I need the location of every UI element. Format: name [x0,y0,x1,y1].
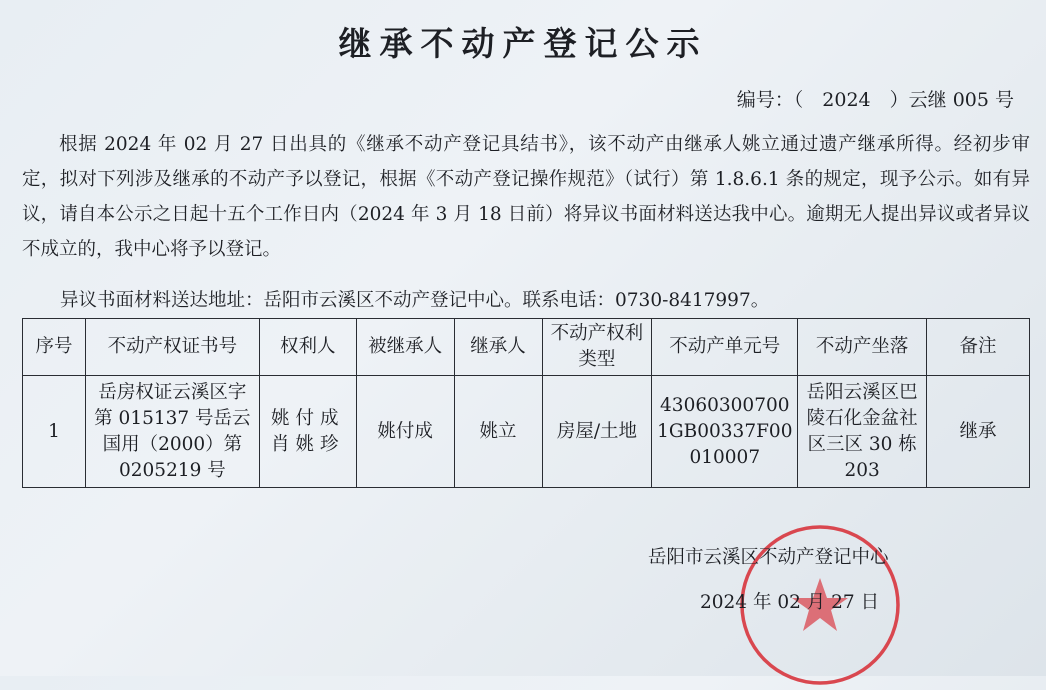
header-owner: 权利人 [259,319,356,376]
header-heir: 继承人 [454,319,542,376]
cell-seq: 1 [23,376,86,488]
registration-table [22,318,1030,488]
cell-unit-no: 430603007001GB00337F00010007 [652,376,798,488]
cell-heir: 姚立 [454,376,542,488]
document-number: 编号：（ 2024 ）云继 005 号 [736,89,1014,111]
cell-location: 岳阳云溪区巴陵石化金盆社区三区 30 栋 203 [798,376,927,488]
table-header-row [23,319,1030,376]
cell-decedent: 姚付成 [356,376,454,488]
header-unit-no: 不动产单元号 [652,319,798,376]
table-row [23,376,1030,488]
page-title: 继承不动产登记公示 [338,24,708,63]
header-right-type: 不动产权利类型 [542,319,652,376]
cell-cert-no: 岳房权证云溪区字第 015137 号岳云国用（2000）第 0205219 号 [85,376,259,488]
objection-address: 异议书面材料送达地址：岳阳市云溪区不动产登记中心。联系电话：0730-8417997。 [60,290,770,311]
issue-date: 2024 年 02 月 27 日 [700,592,880,613]
header-decedent: 被继承人 [356,319,454,376]
cell-right-type: 房屋/土地 [542,376,652,488]
header-cert-no: 不动产权证书号 [85,319,259,376]
header-seq: 序号 [23,319,86,376]
issuer-name: 岳阳市云溪区不动产登记中心 [648,547,889,568]
cell-remark: 继承 [927,376,1030,488]
notice-paragraph: 根据 2024 年 02 月 27 日出具的《继承不动产登记具结书》，该不动产由继承人姚立通过遗产继承所得。经初步审定，拟对下列涉及继承的不动产予以登记，根据《不动产登记操作规范》（试行）第 1.8.6.1 条的规定，现予公示。如有异议，请自本公示之日起十五个工作日内（2024 年 3 月 18 日前）将异议书面材料送达我中心。逾期无人提出异议或者异议不成立的，我中心将予以登记。 [22,134,1030,260]
cell-owner: 姚付成肖姚珍 [259,376,356,488]
header-remark: 备注 [927,319,1030,376]
header-location: 不动产坐落 [798,319,927,376]
